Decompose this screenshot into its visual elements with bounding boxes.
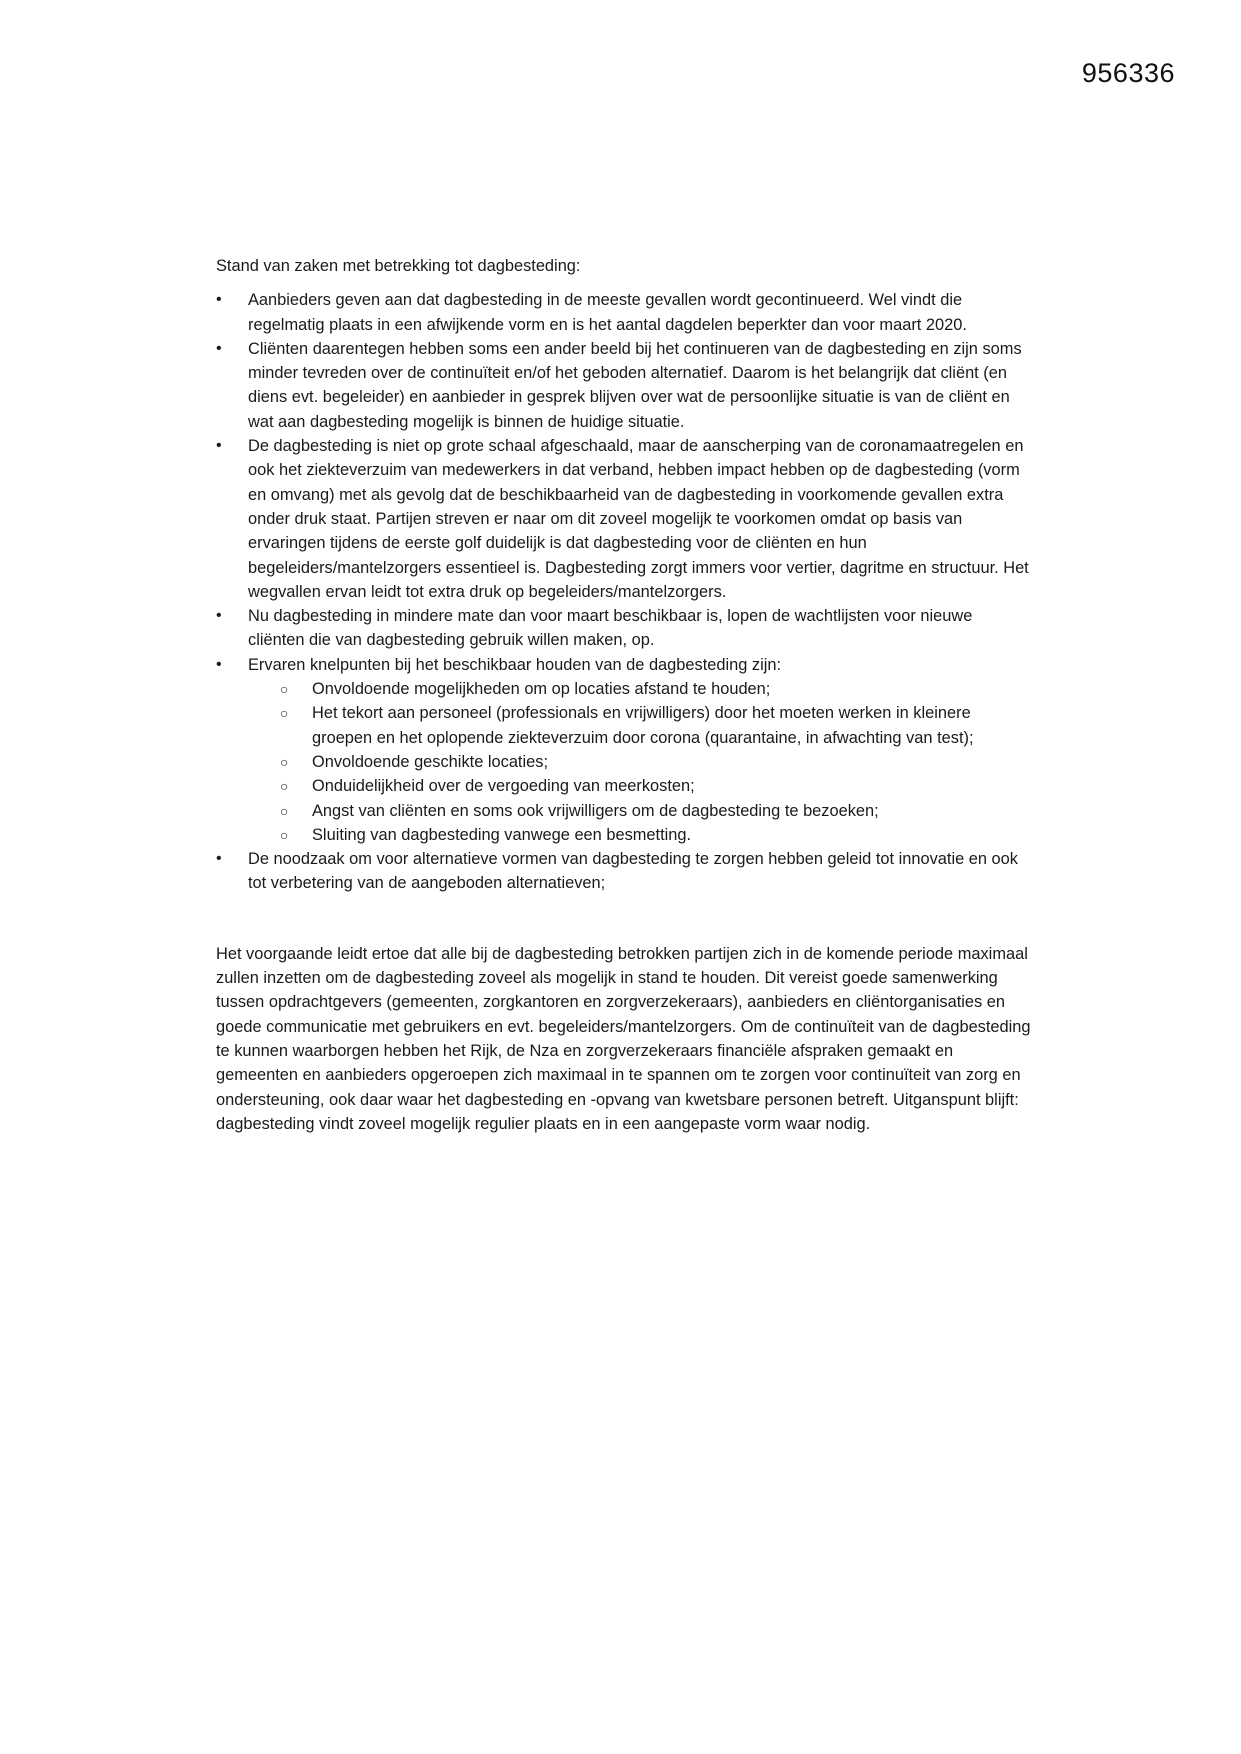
bullet-text: Cliënten daarentegen hebben soms een ander beeld bij het continueren van de dagbesteding en zijn soms minder tevreden over de continuïteit en/of het geboden alternatief. Daarom is het belangrijk dat cliënt (en diens evt. begeleider) en aanbieder in gesprek blijven over wat de persoonlijke situatie is van de cliënt en wat aan dagbesteding mogelijk is binnen de huidige situatie. [248, 339, 1022, 431]
sub-bullet-list [248, 677, 1031, 847]
sub-bullet-text: Angst van cliënten en soms ook vrijwilligers om de dagbesteding te bezoeken; [312, 801, 879, 820]
sub-bullet-item [216, 799, 1031, 823]
bullet-text: De noodzaak om voor alternatieve vormen van dagbesteding te zorgen hebben geleid tot innovatie en ook tot verbetering van de aangeboden alternatieven; [248, 850, 1018, 893]
bullet-item [216, 653, 1031, 847]
bullet-icon: • [216, 655, 222, 673]
sub-bullet-text: Onvoldoende geschikte locaties; [312, 752, 548, 771]
sub-bullet-text: Sluiting van dagbesteding vanwege een besmetting. [312, 825, 692, 844]
sub-bullet-item [216, 750, 1031, 774]
sub-bullet-text: Onduidelijkheid over de vergoeding van meerkosten; [312, 777, 695, 796]
sub-bullet-item [216, 701, 1031, 750]
document-id: 956336 [1081, 58, 1175, 88]
closing-paragraph: Het voorgaande leidt ertoe dat alle bij de dagbesteding betrokken partijen zich in de komende periode maximaal zullen inzetten om de dagbesteding zoveel als mogelijk in stand te houden. Dit vereist goede samenwerking tussen opdrachtgevers (gemeenten, zorgkantoren en zorgverzekeraars), aanbieders en cliëntorganisaties en goede communicatie met gebruikers en evt. begeleiders/mantelzorgers. Om de continuïteit van de dagbesteding te kunnen waarborgen hebben het Rijk, de Nza en zorgverzekeraars financiële afspraken gemaakt en gemeenten en aanbieders opgeroepen zich maximaal in te spannen om te zorgen voor continuïteit van zorg en ondersteuning, ook daar waar het dagbesteding en -opvang van kwetsbare personen betreft. Uitganspunt blijft: dagbesteding vindt zoveel mogelijk regulier plaats en in een aangepaste vorm waar nodig. [216, 944, 1031, 1133]
bullet-item [216, 434, 1031, 604]
bullet-icon: • [216, 437, 222, 455]
bullet-icon: • [216, 291, 222, 309]
document-body [216, 254, 1031, 1152]
bullet-icon: • [216, 607, 222, 625]
bullet-item [216, 288, 1031, 337]
intro-heading: Stand van zaken met betrekking tot dagbesteding: [216, 257, 581, 275]
sub-bullet-item [216, 823, 1031, 847]
circle-bullet-icon: ○ [280, 802, 289, 819]
circle-bullet-icon: ○ [280, 826, 289, 843]
circle-bullet-icon: ○ [280, 681, 289, 698]
sub-bullet-text: Onvoldoende mogelijkheden om op locaties afstand te houden; [312, 680, 771, 699]
bullet-text: Ervaren knelpunten bij het beschikbaar houden van de dagbesteding zijn: [248, 655, 782, 674]
bullet-text: De dagbesteding is niet op grote schaal afgeschaald, maar de aanscherping van de coronamaatregelen en ook het ziekteverzuim van medewerkers in dat verband, hebben impact hebben op de dagbesteding (vorm en omvang) met als gevolg dat de beschikbaarheid van de dagbesteding in voorkomende gevallen extra onder druk staat. Partijen streven er naar om dit zoveel mogelijk te voorkomen omdat op basis van ervaringen tijdens de eerste golf duidelijk is dat dagbesteding voor de cliënten en hun begeleiders/mantelzorgers essentieel is. Dagbesteding zorgt immers voor vertier, dagritme en structuur. Het wegvallen ervan leidt tot extra druk op begeleiders/mantelzorgers. [248, 437, 1029, 601]
sub-bullet-text: Het tekort aan personeel (professionals en vrijwilligers) door het moeten werken in kleinere groepen en het oplopende ziekteverzuim door corona (quarantaine, in afwachting van test); [312, 704, 974, 747]
bullet-icon: • [216, 850, 222, 868]
sub-bullet-item [216, 774, 1031, 798]
bullet-text: Aanbieders geven aan dat dagbesteding in de meeste gevallen wordt gecontinueerd. Wel vindt die regelmatig plaats in een afwijkende vorm en is het aantal dagdelen beperkter dan voor maart 2020. [248, 291, 967, 334]
bullet-item [216, 847, 1031, 896]
circle-bullet-icon: ○ [280, 705, 289, 722]
circle-bullet-icon: ○ [280, 753, 289, 770]
circle-bullet-icon: ○ [280, 778, 289, 795]
sub-bullet-item [216, 677, 1031, 701]
bullet-icon: • [216, 339, 222, 357]
bullet-list [216, 288, 1031, 895]
bullet-item [216, 604, 1031, 653]
bullet-item [216, 337, 1031, 434]
bullet-text: Nu dagbesteding in mindere mate dan voor maart beschikbaar is, lopen de wachtlijsten voor nieuwe cliënten die van dagbesteding gebruik willen maken, op. [248, 607, 973, 650]
